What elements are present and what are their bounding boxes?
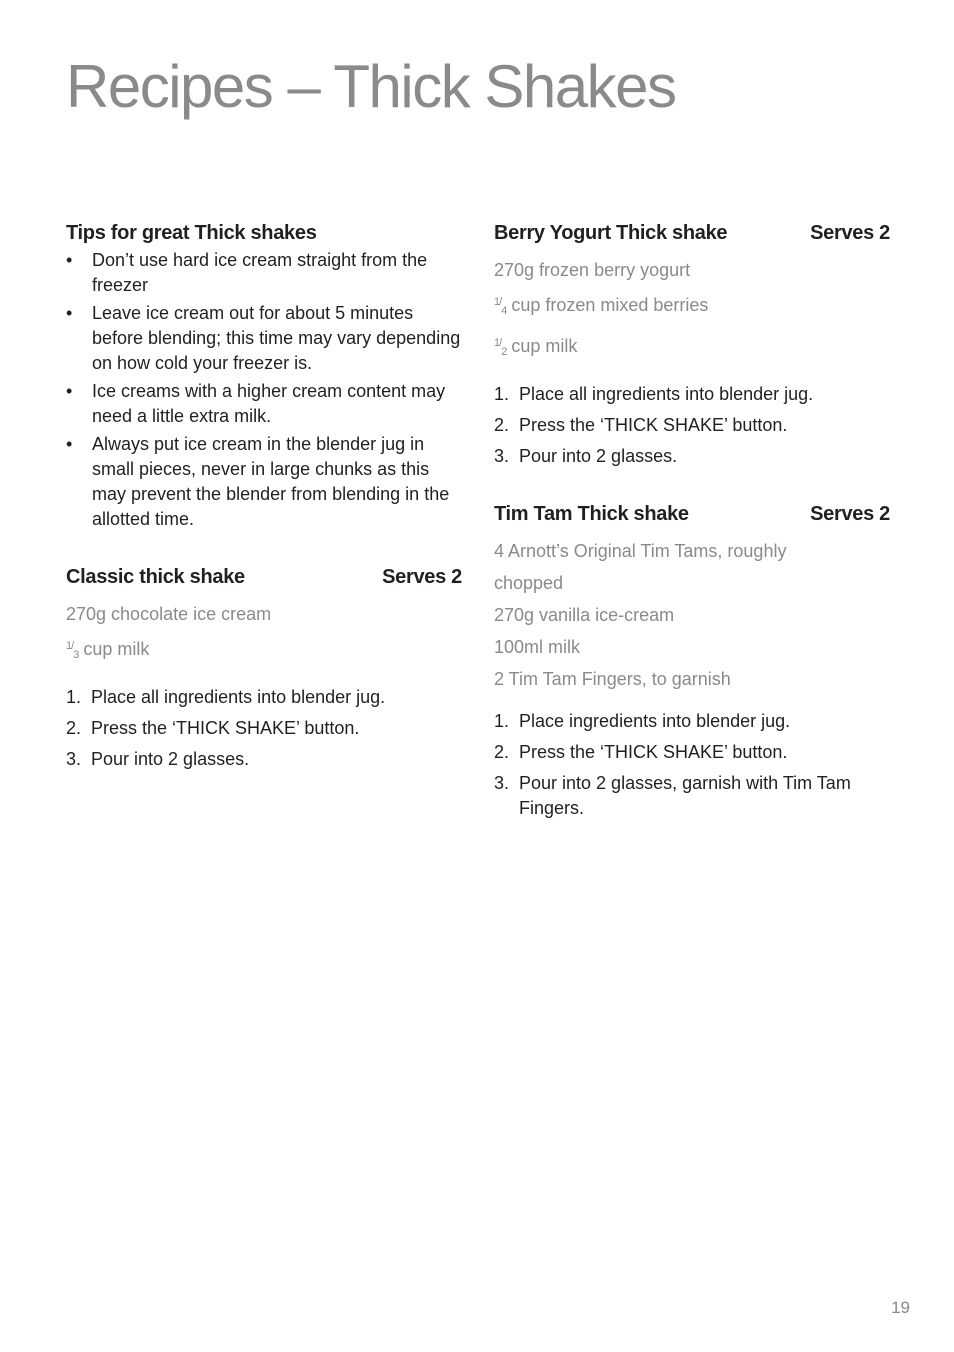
step-number: 3. [66, 749, 82, 769]
fraction-denominator: 2 [501, 346, 507, 358]
step-text: Press the ‘THICK SHAKE’ button. [519, 415, 788, 435]
fraction: 1/4 [494, 296, 507, 317]
method-step [494, 771, 890, 821]
method-step [66, 747, 462, 772]
recipe-title: Classic thick shake [66, 566, 245, 588]
ingredient [494, 286, 890, 327]
timtam-recipe [494, 501, 890, 821]
step-number: 3. [494, 446, 510, 466]
method-step [494, 413, 890, 438]
method-step [494, 444, 890, 469]
step-number: 1. [66, 687, 82, 707]
ingredient-list [494, 535, 890, 695]
tips-heading-text: Tips for great Thick shakes [66, 222, 317, 244]
berry-heading [494, 220, 890, 246]
left-column [66, 220, 462, 804]
serves-label: Serves 2 [382, 566, 462, 588]
tip-item: • Don’t use hard ice cream straight from the freezer [66, 248, 462, 298]
method-steps [66, 685, 462, 772]
step-text: Press the ‘THICK SHAKE’ button. [91, 718, 360, 738]
method-step [494, 740, 890, 765]
recipe-title: Berry Yogurt Thick shake [494, 222, 728, 244]
tip-item: • Always put ice cream in the blender jug in small pieces, never in large chunks as this may prevent the blender from blending in the allotted time. [66, 432, 462, 532]
fraction-numerator: 1 [494, 296, 500, 308]
step-number: 2. [494, 415, 510, 435]
timtam-heading [494, 501, 890, 527]
ingredient: 270g chocolate ice cream [66, 604, 272, 624]
classic-heading [66, 564, 462, 590]
tips-list [66, 248, 462, 532]
ingredient: 2 Tim Tam Fingers, to garnish [494, 669, 731, 689]
step-number: 2. [494, 742, 510, 762]
step-number: 1. [494, 711, 510, 731]
ingredient: chopped [494, 573, 564, 593]
tips-section [66, 220, 462, 532]
step-text: Press the ‘THICK SHAKE’ button. [519, 742, 788, 762]
page-title: Recipes – Thick Shakes [66, 53, 676, 120]
fraction: 1/3 [66, 640, 79, 661]
fraction-denominator: 3 [73, 649, 79, 661]
ingredient-text: cup milk [83, 639, 150, 659]
tip-item: • Ice creams with a higher cream content may need a little extra milk. [66, 379, 462, 429]
step-text: Pour into 2 glasses, garnish with Tim Tam Fingers. [519, 773, 851, 818]
ingredient-text: cup frozen mixed berries [511, 295, 709, 315]
ingredient: 4 Arnott’s Original Tim Tams, roughly [494, 541, 787, 561]
ingredient [494, 327, 890, 368]
step-number: 2. [66, 718, 82, 738]
fraction-numerator: 1 [494, 337, 500, 349]
fraction-numerator: 1 [66, 640, 72, 652]
page-number: 19 [891, 1298, 910, 1317]
ingredient: 270g vanilla ice-cream [494, 605, 675, 625]
serves-label: Serves 2 [810, 503, 890, 525]
method-steps [494, 709, 890, 821]
recipe-title: Tim Tam Thick shake [494, 503, 689, 525]
fraction: 1/2 [494, 337, 507, 358]
ingredient: 100ml milk [494, 637, 581, 657]
classic-recipe [66, 564, 462, 772]
step-text: Place all ingredients into blender jug. [91, 687, 386, 707]
step-number: 3. [494, 773, 510, 793]
step-text: Place all ingredients into blender jug. [519, 384, 814, 404]
step-text: Pour into 2 glasses. [91, 749, 250, 769]
berry-recipe [494, 220, 890, 469]
tips-heading [66, 220, 462, 246]
method-step [66, 685, 462, 710]
fraction-denominator: 4 [501, 305, 507, 317]
method-steps [494, 382, 890, 469]
ingredient-list [66, 598, 462, 671]
tip-item: • Leave ice cream out for about 5 minutes before blending; this time may vary depending on how cold your freezer is. [66, 301, 462, 376]
right-column [494, 220, 890, 853]
method-step [494, 709, 890, 734]
ingredient-text: cup milk [511, 336, 578, 356]
serves-label: Serves 2 [810, 222, 890, 244]
ingredient-list [494, 254, 890, 368]
ingredient [66, 630, 462, 671]
step-text: Pour into 2 glasses. [519, 446, 678, 466]
ingredient: 270g frozen berry yogurt [494, 260, 691, 280]
step-number: 1. [494, 384, 510, 404]
method-step [66, 716, 462, 741]
method-step [494, 382, 890, 407]
step-text: Place ingredients into blender jug. [519, 711, 791, 731]
